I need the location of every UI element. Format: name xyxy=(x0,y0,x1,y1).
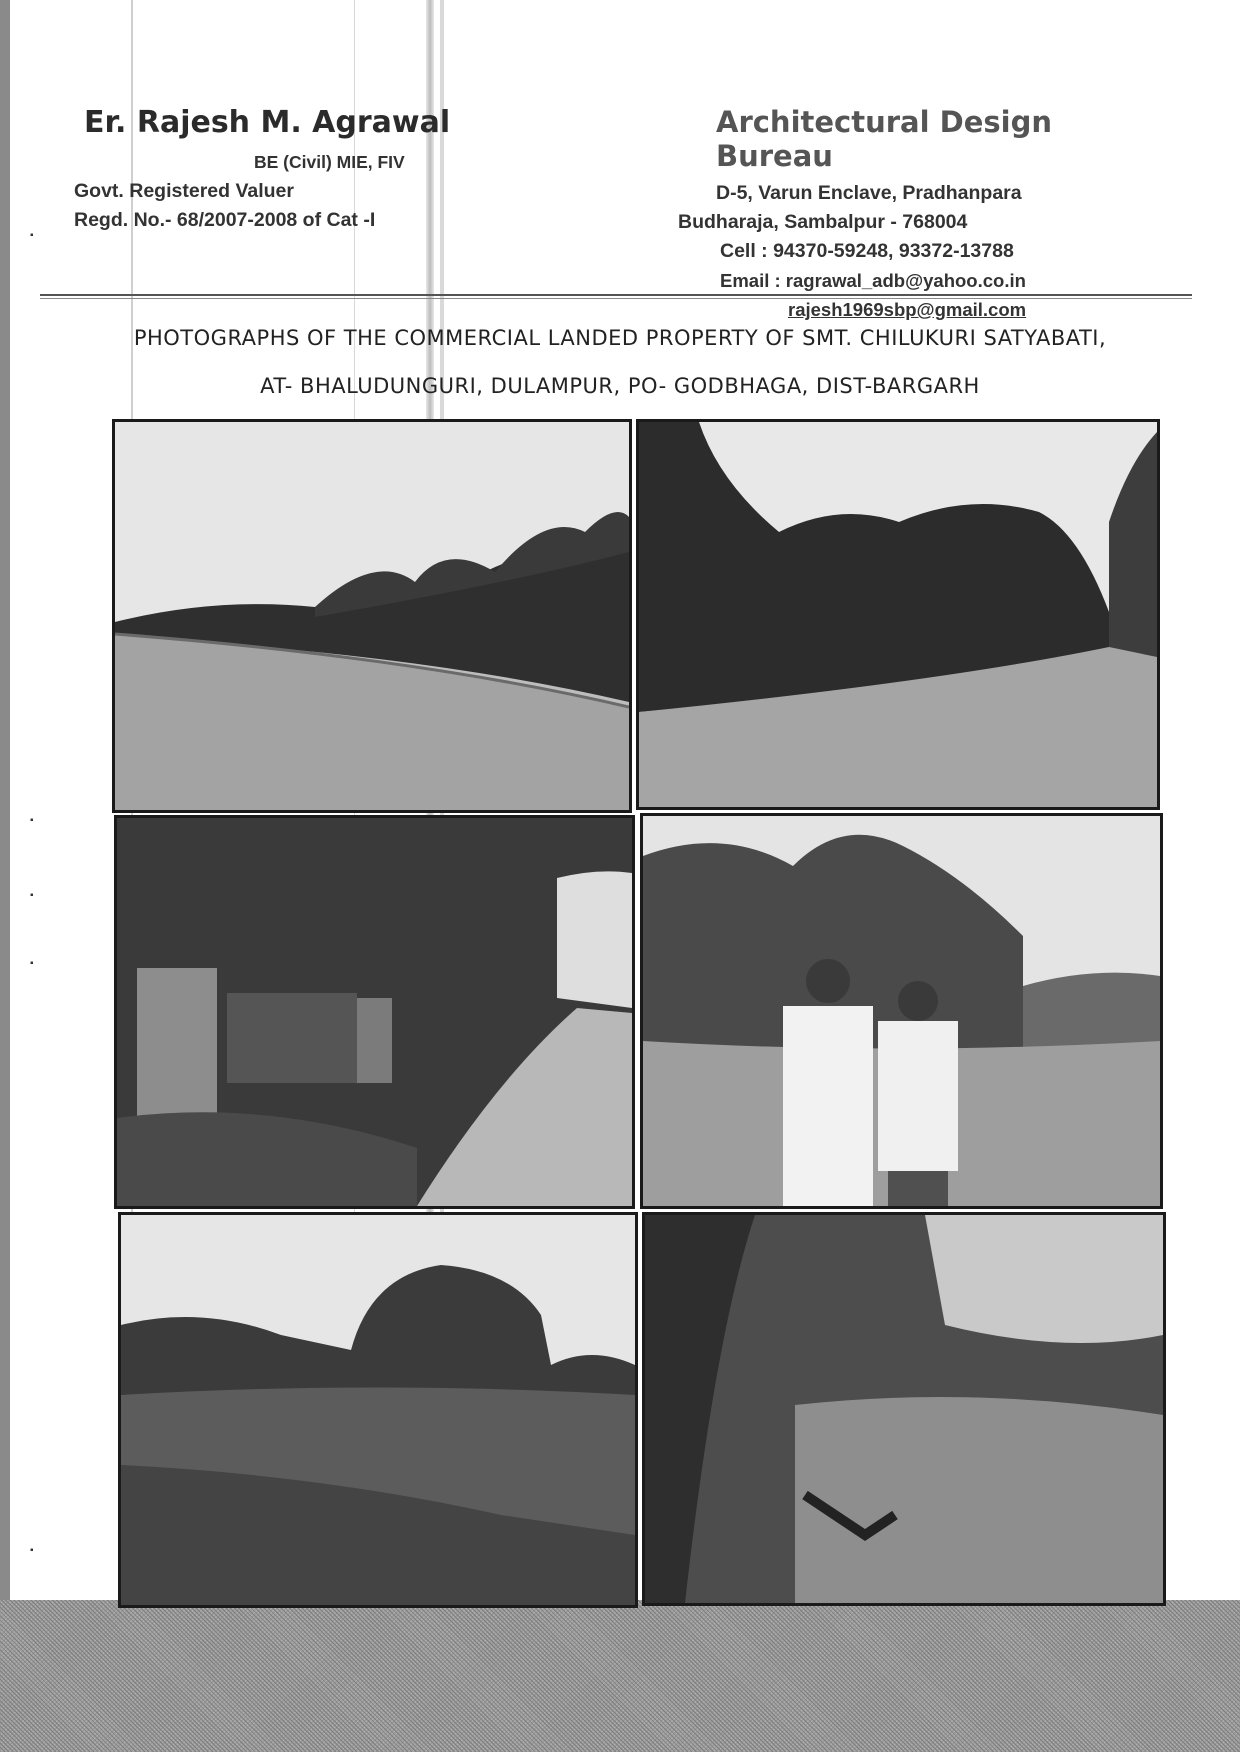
firm-email-secondary[interactable]: rajesh1969sbp@gmail.com xyxy=(788,299,1027,320)
firm-email: Email : ragrawal_adb@yahoo.co.in xyxy=(720,270,1026,291)
scan-speck: ▪ xyxy=(30,958,34,969)
document-title-line1: PHOTOGRAPHS OF THE COMMERCIAL LANDED PROPERTY OF SMT. CHILUKURI SATYABATI, xyxy=(133,326,1107,350)
scan-speck: ▪ xyxy=(30,815,34,826)
valuer-registration: Regd. No.- 68/2007-2008 of Cat -I xyxy=(74,209,376,231)
scan-speck: ▪ xyxy=(30,230,34,241)
firm-address-line2: Budharaja, Sambalpur - 768004 xyxy=(678,211,968,233)
firm-name: Architectural Design Bureau xyxy=(716,105,1053,173)
valuer-qualification: BE (Civil) MIE, FIV xyxy=(254,152,405,172)
road-junction-photo xyxy=(636,419,1160,810)
two-men-plot-photo xyxy=(640,813,1163,1209)
vacant-land-photo xyxy=(118,1212,638,1608)
scan-edge-left xyxy=(0,0,10,1752)
document-title-line2: AT- BHALUDUNGURI, DULAMPUR, PO- GODBHAGA, DIST-BARGARH xyxy=(260,374,980,398)
bushy-land-photo xyxy=(642,1212,1166,1606)
firm-address-line1: D-5, Varun Enclave, Pradhanpara xyxy=(716,182,1022,204)
scan-speck: ▪ xyxy=(30,890,34,901)
scan-speck: ▪ xyxy=(30,1545,34,1556)
scan-noise-band xyxy=(0,1600,1240,1752)
valuer-role: Govt. Registered Valuer xyxy=(74,180,294,202)
firm-block xyxy=(680,105,1120,324)
header-divider xyxy=(40,294,1192,299)
valuer-block xyxy=(74,105,450,235)
valuer-name: Er. Rajesh M. Agrawal xyxy=(84,105,451,140)
firm-cell: Cell : 94370-59248, 93372-13788 xyxy=(720,240,1014,262)
boundary-wall-road-photo xyxy=(114,815,635,1209)
road-junction-photo xyxy=(112,419,632,813)
